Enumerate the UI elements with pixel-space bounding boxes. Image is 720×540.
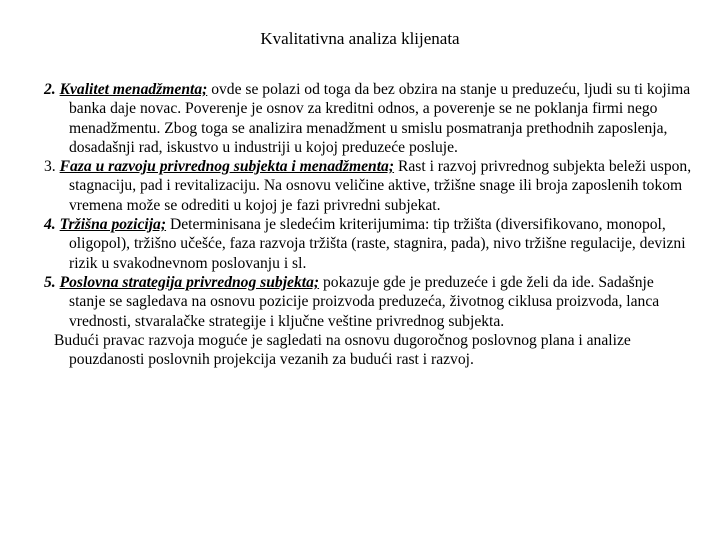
item-heading: Kvalitet menadžmenta; bbox=[59, 81, 208, 98]
item-text: Determinisana je sledećim kriterijumima: tip tržišta (diversifikovano, monopol, oligopol), tržišno učešće, faza razvoja tržišta (raste, stagnira, pada), nivo tržišne regulacije, devizni rizik u svakodnevnom poslovanju i sl. bbox=[69, 216, 686, 272]
item-text: ovde se polazi od toga da bez obzira na stanje u preduzeću, ljudi su ti kojima banka daje novac. Poverenje je osnov za kreditni odnos, a poverenje se ne poklanja firmi nego menadžmentu. Zbog toga se analizira menadžment u smislu posmatranja prethodnih zaposlenja, dosadašnji rad, iskustvo u industriji u kojoj preduzeće posluje. bbox=[69, 81, 691, 156]
slide-title: Kvalitativna analiza klijenata bbox=[260, 29, 460, 48]
item-heading: Poslovna strategija privrednog subjekta; bbox=[59, 273, 320, 291]
closing-paragraph: Budući pravac razvoja moguće je sagledati na osnovu dugoročnog poslovnog plana i analize pouzdanosti poslovnih projekcija vezanih za budući rast i razvoj. bbox=[54, 331, 631, 369]
item-number: 2. bbox=[44, 81, 56, 98]
item-market-position bbox=[44, 215, 694, 273]
item-heading: Faza u razvoju privrednog subjekta i menadžmenta; bbox=[59, 158, 395, 176]
item-number: 3. bbox=[44, 158, 56, 176]
item-number: 5. bbox=[44, 273, 56, 291]
content-body bbox=[44, 80, 694, 369]
item-development-phase bbox=[44, 157, 694, 215]
item-number: 4. bbox=[44, 216, 56, 234]
item-heading: Tržišna pozicija; bbox=[59, 216, 167, 234]
item-text: pokazuje gde je preduzeće i gde želi da ide. Sadašnje stanje se sagledava na osnovu pozicije proizvoda preduzeća, životnog ciklusa proizvoda, lanca vrednosti, stvaralačke strategije i ključne veštine privrednog subjekta. bbox=[69, 273, 660, 330]
item-text: Rast i razvoj privrednog subjekta beleži uspon, stagnaciju, pad i revitalizaciju. Na osnovu veličine aktive, tržišne snage ili broja zaposlenih tokom vremena može se odrediti u kojoj je fazi privredni subjekat. bbox=[69, 158, 692, 214]
item-management-quality bbox=[44, 80, 694, 157]
item-business-strategy bbox=[44, 273, 694, 331]
